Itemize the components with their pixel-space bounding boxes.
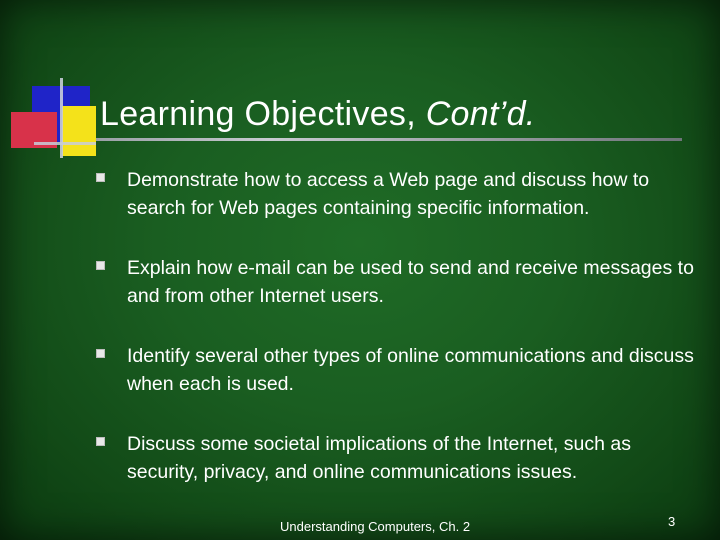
square-bullet-icon — [96, 261, 105, 270]
slide-footer: Understanding Computers, Ch. 2 — [280, 519, 471, 534]
bullet-text-3: Identify several other types of online communications and discuss when each is used. — [127, 345, 694, 395]
bullet-text-4: Discuss some societal implications of the Internet, such as security, privacy, and online communications issues. — [127, 433, 631, 483]
square-bullet-icon — [96, 349, 105, 358]
square-bullet-icon — [96, 437, 105, 446]
bullet-text-2: Explain how e-mail can be used to send and receive messages to and from other Internet users. — [127, 257, 694, 307]
square-bullet-icon — [96, 173, 105, 182]
page-number: 3 — [668, 514, 676, 529]
bullet-text-1: Demonstrate how to access a Web page and discuss how to search for Web pages containing specific information. — [127, 169, 650, 219]
slide-title-italic: Cont’d. — [425, 95, 536, 133]
slide-title-main: Learning Objectives, — [100, 95, 426, 133]
